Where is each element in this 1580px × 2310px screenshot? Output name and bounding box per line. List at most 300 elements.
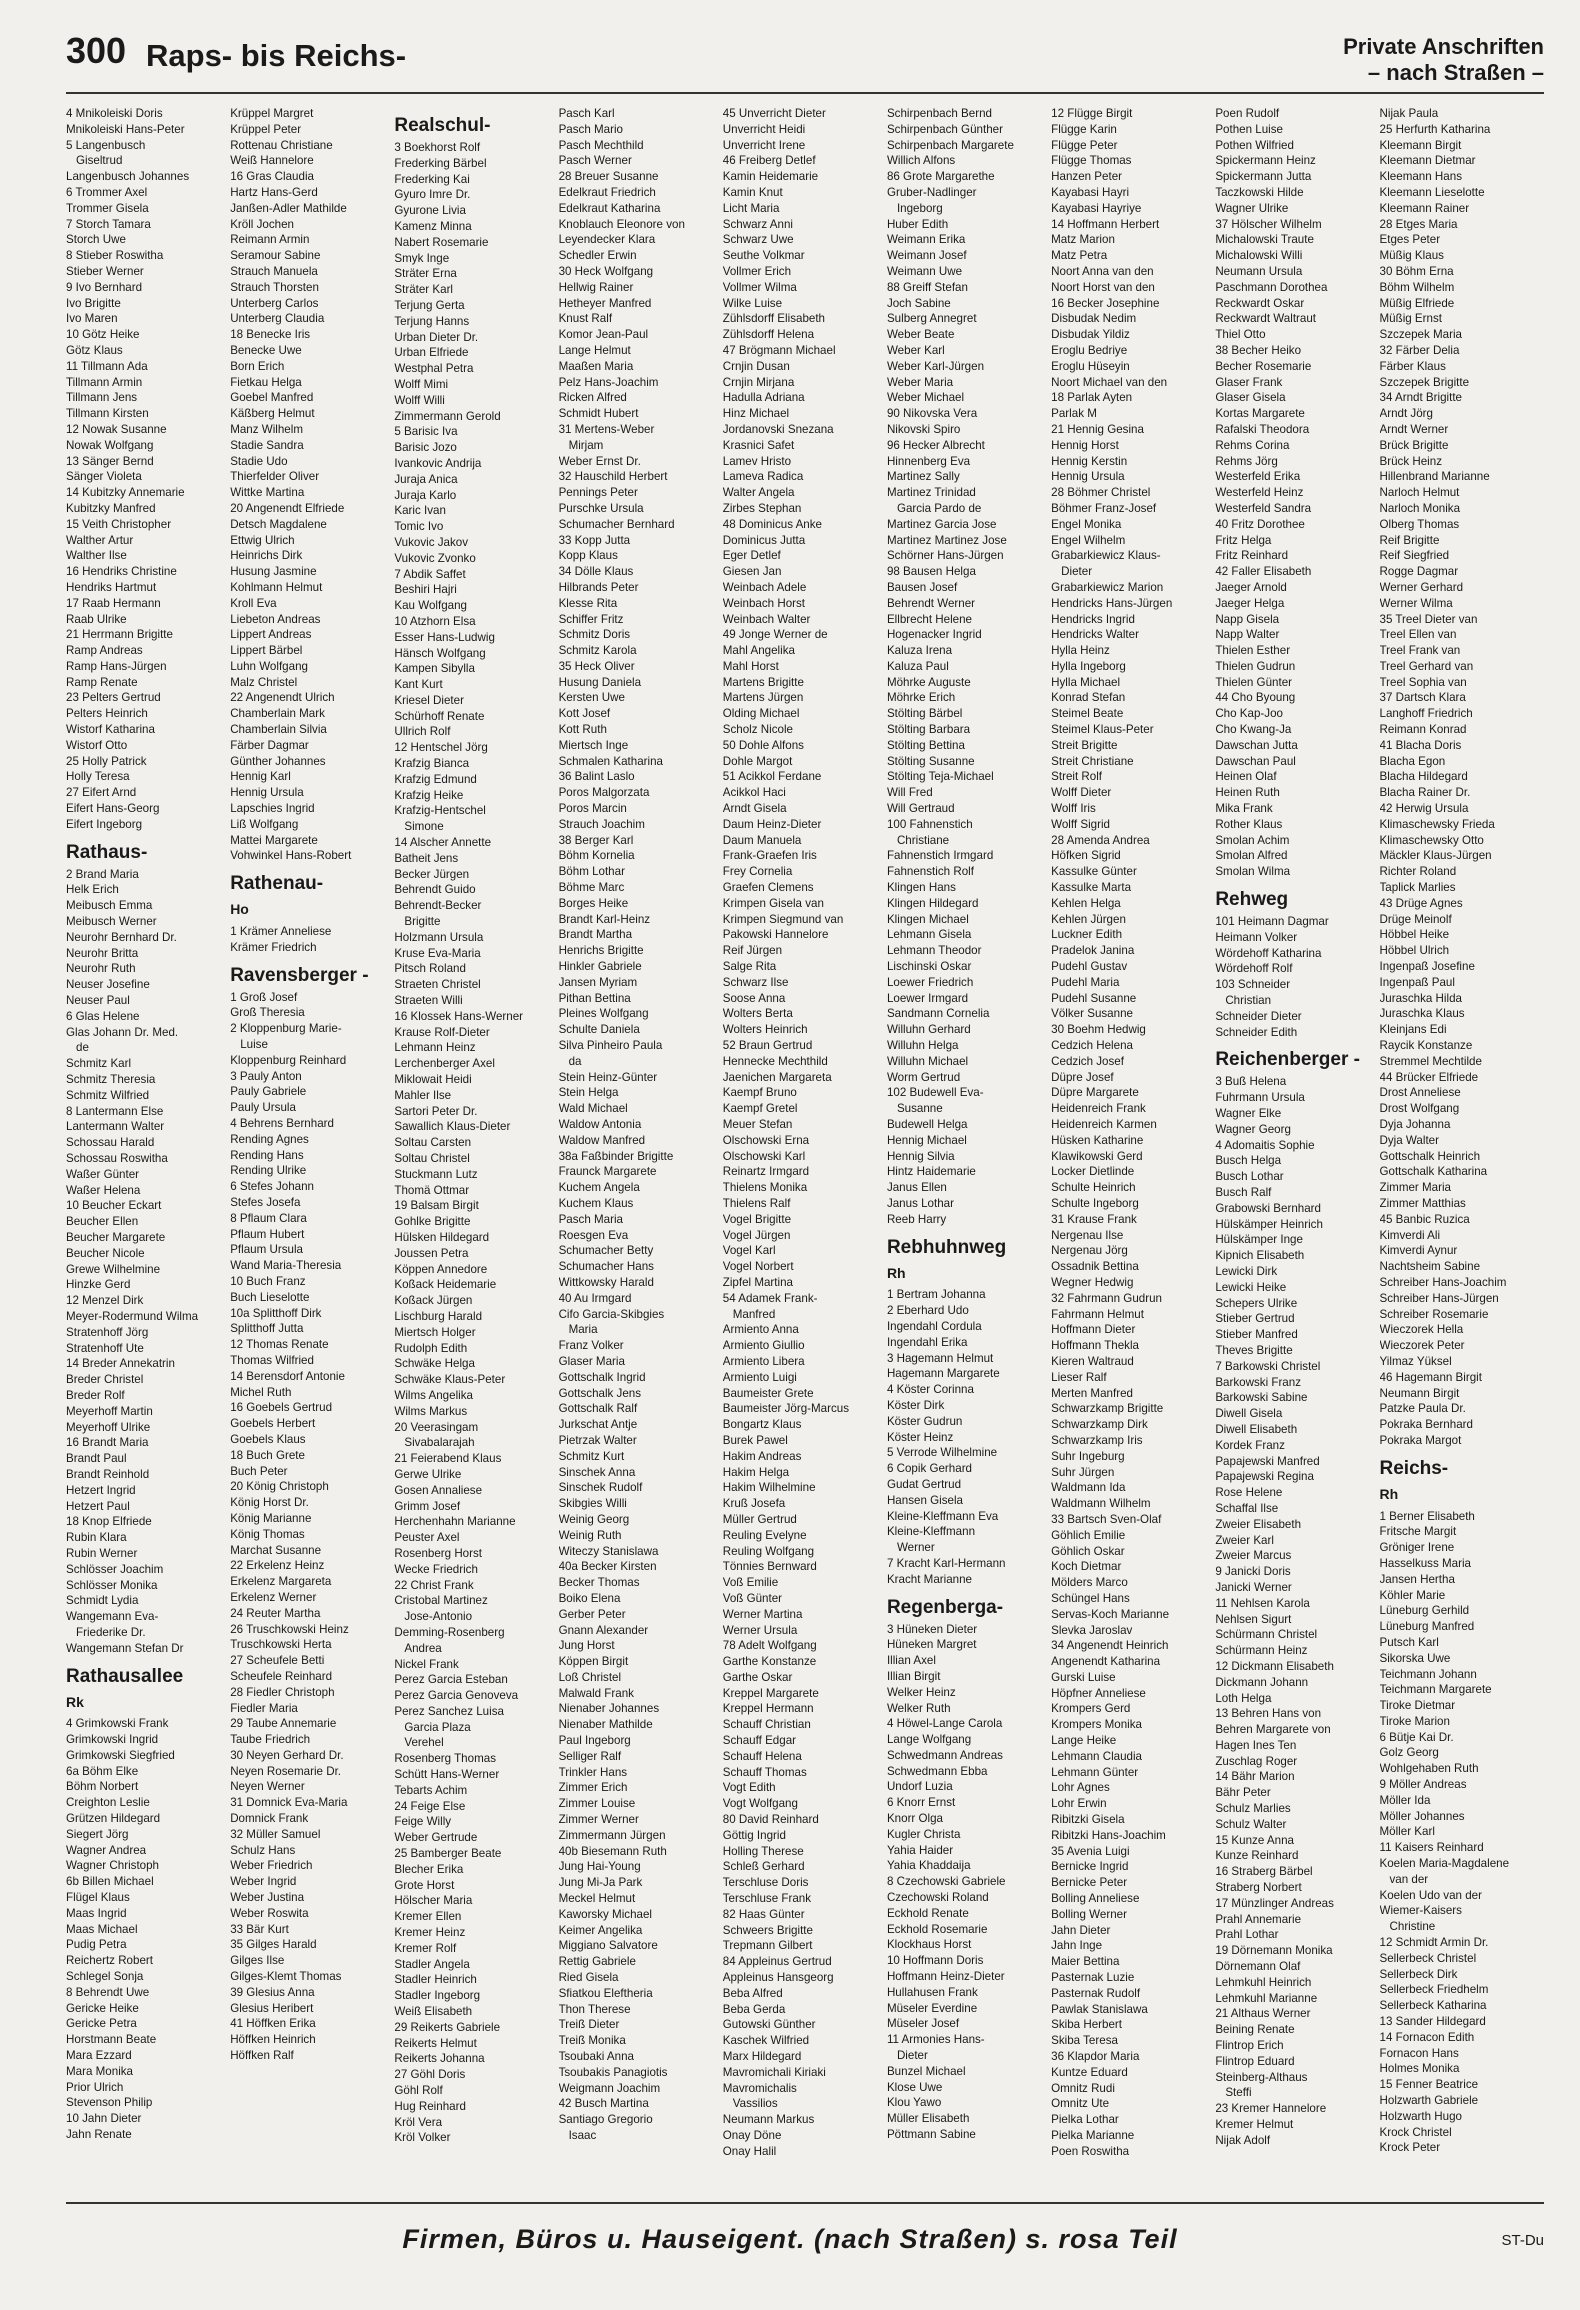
directory-entry: Soltau Carsten xyxy=(394,1136,472,1150)
directory-entry: Schumacher Betty xyxy=(558,1244,654,1258)
directory-entry: König Marianne xyxy=(230,1511,312,1525)
directory-entry: Krafzig Edmund xyxy=(394,772,477,786)
directory-entry: Hinnenberg Eva xyxy=(886,454,971,468)
directory-entry: 16 Becker Josephine xyxy=(1051,296,1160,310)
directory-entry: Hillenbrand Marianne xyxy=(1379,470,1490,484)
entry-continuation: Jose-Antonio xyxy=(404,1610,473,1624)
directory-entry: Kieren Waltraud xyxy=(1051,1354,1134,1368)
directory-entry: Krock Christel xyxy=(1379,2125,1452,2139)
directory-entry: Treiß Monika xyxy=(558,2034,626,2048)
directory-entry: Schwedmann Andreas xyxy=(886,1748,1003,1762)
directory-entry: Koch Dietmar xyxy=(1051,1560,1122,1574)
directory-entry: Boiko Elena xyxy=(558,1591,621,1605)
directory-entry: Schmitz Karola xyxy=(558,644,637,658)
directory-entry: Jurkschat Antje xyxy=(558,1418,638,1432)
directory-entry: Sinschek Anna xyxy=(558,1465,636,1479)
directory-entry: Acikkol Haci xyxy=(722,786,786,800)
directory-entry: Krafzig Bianca xyxy=(394,757,470,771)
directory-entry: Kaschek Wilfried xyxy=(722,2034,810,2048)
directory-entry: Reinartz Irmgard xyxy=(722,1165,810,1179)
directory-entry: Vohwinkel Hans-Robert xyxy=(230,849,352,863)
directory-entry: Steinberg-Althaus xyxy=(1215,2070,1308,2084)
directory-entry: Reckwardt Waltraut xyxy=(1215,312,1317,326)
directory-entry: Hadulla Adriana xyxy=(722,391,805,405)
directory-entry: Buch Lieselotte xyxy=(230,1290,310,1304)
directory-entry: Cifo Garcia-Skibgies xyxy=(558,1307,665,1321)
directory-entry: Rose Helene xyxy=(1215,1486,1283,1500)
directory-entry: 45 Unverricht Dieter xyxy=(722,107,826,120)
directory-entry: Vukovic Jakov xyxy=(394,535,469,549)
directory-entry: Meyer-Rodermund Wilma xyxy=(66,1309,199,1323)
directory-entry: Schmalen Katharina xyxy=(558,754,663,768)
directory-entry: Tomic Ivo xyxy=(394,520,444,534)
directory-entry: Köster Heinz xyxy=(886,1430,954,1444)
directory-entry: 31 Krause Frank xyxy=(1051,1212,1137,1226)
directory-entry: Grabarkiewicz Marion xyxy=(1051,580,1164,594)
directory-entry: Hagen Ines Ten xyxy=(1215,1738,1297,1752)
directory-entry: Stremmel Mechtilde xyxy=(1379,1054,1482,1068)
street-heading: Realschul- xyxy=(394,115,491,136)
directory-entry: Flügel Klaus xyxy=(66,1891,130,1905)
directory-entry: Poen Rudolf xyxy=(1215,107,1280,120)
directory-entry: Hänsch Wolfgang xyxy=(394,646,486,660)
directory-entry: Günther Johannes xyxy=(230,754,326,768)
directory-entry: Langenbusch Johannes xyxy=(66,170,190,184)
directory-entry: Krüppel Margret xyxy=(230,107,314,120)
directory-entry: Thielen Günter xyxy=(1215,675,1293,689)
directory-entry: 52 Braun Gertrud xyxy=(722,1039,813,1053)
directory-entry: Diwell Gisela xyxy=(1215,1407,1283,1421)
directory-entry: Westphal Petra xyxy=(394,362,474,376)
directory-entry: Schwarz Ilse xyxy=(722,975,789,989)
directory-entry: Yilmaz Yüksel xyxy=(1379,1354,1452,1368)
directory-entry: Ettwig Ulrich xyxy=(230,533,295,547)
directory-entry: Unverricht Irene xyxy=(722,138,806,152)
directory-entry: 8 Czechowski Gabriele xyxy=(886,1875,1006,1889)
directory-entry: Marchat Susanne xyxy=(230,1543,322,1557)
directory-entry: 25 Herfurth Katharina xyxy=(1379,122,1491,136)
directory-entry: Kremer Rolf xyxy=(394,1941,457,1955)
directory-entry: Kampen Sibylla xyxy=(394,662,475,676)
directory-entry: Waldow Antonia xyxy=(558,1118,642,1131)
directory-entry: Breder Christel xyxy=(66,1373,144,1387)
directory-entry: Terschluse Frank xyxy=(722,1892,812,1906)
directory-entry: Papajewski Regina xyxy=(1215,1470,1314,1484)
directory-entry: Krimpen Gisela van xyxy=(722,896,824,910)
directory-entry: Ingendahl Cordula xyxy=(886,1319,982,1333)
directory-entry: Straberg Norbert xyxy=(1215,1881,1302,1895)
directory-entry: Kreppel Hermann xyxy=(722,1702,814,1716)
directory-entry: Grabowski Bernhard xyxy=(1215,1201,1321,1215)
directory-column xyxy=(230,106,394,2196)
directory-entry: 43 Drüge Agnes xyxy=(1379,896,1463,910)
directory-entry: Wolters Heinrich xyxy=(722,1023,808,1037)
directory-entry: Pauly Gabriele xyxy=(230,1085,307,1099)
directory-entry: Pakowski Hannelore xyxy=(722,928,829,942)
directory-entry: Fahnenstich Irmgard xyxy=(886,849,994,863)
directory-column xyxy=(1380,106,1544,2196)
directory-entry: Färber Klaus xyxy=(1379,359,1446,373)
directory-entry: Janus Ellen xyxy=(886,1181,947,1195)
directory-entry: Jansen Myriam xyxy=(558,975,638,989)
directory-entry: 4 Köster Corinna xyxy=(886,1383,974,1397)
directory-entry: Storch Uwe xyxy=(66,233,126,247)
directory-entry: Schüngel Hans xyxy=(1051,1591,1130,1605)
directory-entry: Gosen Annaliese xyxy=(394,1483,483,1497)
directory-entry: Behrendt-Becker xyxy=(394,899,482,913)
directory-entry: Husung Daniela xyxy=(558,675,642,689)
directory-entry: Hennig Ursula xyxy=(1051,470,1125,484)
directory-entry: Pokraka Margot xyxy=(1379,1433,1462,1447)
directory-entry: Kassulke Günter xyxy=(1051,865,1137,879)
directory-entry: Wistorf Katharina xyxy=(66,723,155,737)
directory-entry: 6 Stefes Johann xyxy=(230,1180,314,1194)
directory-entry: Weber Roswita xyxy=(230,1906,309,1920)
directory-entry: Stein Helga xyxy=(558,1086,619,1100)
directory-entry: Rending Hans xyxy=(230,1148,304,1162)
directory-entry: Etges Peter xyxy=(1379,233,1441,247)
directory-entry: Onay Döne xyxy=(722,2129,782,2142)
directory-column xyxy=(394,106,558,2196)
directory-entry: 80 David Reinhard xyxy=(722,1813,819,1827)
directory-entry: Hullahusen Frank xyxy=(886,1985,978,1999)
directory-entry: Blacha Egon xyxy=(1379,754,1446,768)
directory-entry: 30 Boehm Hedwig xyxy=(1051,1023,1146,1037)
directory-entry: Pradelok Janina xyxy=(1051,944,1135,958)
directory-entry: 32 Hauschild Herbert xyxy=(558,470,668,484)
directory-entry: Busch Helga xyxy=(1215,1154,1282,1168)
directory-entry: Spickermann Jutta xyxy=(1215,170,1312,184)
street-heading: Regenberga- xyxy=(886,1596,1004,1618)
directory-entry: Hakim Helga xyxy=(722,1465,790,1479)
directory-entry: Klingen Hans xyxy=(886,881,956,895)
directory-entry: Knoblauch Eleonore von xyxy=(558,217,685,231)
directory-entry: 96 Hecker Albrecht xyxy=(886,438,985,452)
directory-entry: Gottschalk Katharina xyxy=(1379,1165,1488,1179)
entry-continuation: Mirjam xyxy=(568,438,604,452)
directory-entry: Tiroke Dietmar xyxy=(1379,1699,1456,1713)
directory-entry: 30 Heck Wolfgang xyxy=(558,264,654,278)
directory-entry: 22 Angenendt Ulrich xyxy=(230,691,335,705)
directory-entry: Nabert Rosemarie xyxy=(394,235,489,249)
directory-entry: Suhr Ingeburg xyxy=(1051,1449,1125,1463)
directory-entry: Ribitzki Hans-Joachim xyxy=(1051,1828,1166,1842)
directory-entry: 3 Buß Helena xyxy=(1215,1075,1287,1089)
directory-entry: Welker Ruth xyxy=(886,1701,951,1715)
directory-entry: Napp Walter xyxy=(1215,628,1280,642)
directory-entry: Feige Willy xyxy=(394,1815,452,1829)
directory-entry: Heinen Ruth xyxy=(1215,786,1280,800)
directory-entry: Prior Ulrich xyxy=(66,2080,124,2094)
directory-entry: Gerber Peter xyxy=(558,1607,626,1621)
directory-entry: Omnitz Rudi xyxy=(1051,2081,1115,2095)
directory-entry: Martinez Trinidad xyxy=(886,486,976,500)
directory-entry: Wittke Martina xyxy=(230,486,305,500)
directory-entry: Krafzig Heike xyxy=(394,788,464,802)
directory-entry: 100 Fahnenstich xyxy=(886,817,973,831)
directory-entry: Barkowski Sabine xyxy=(1215,1391,1308,1405)
directory-entry: Brück Heinz xyxy=(1379,454,1442,468)
directory-entry: 32 Fahrmann Gudrun xyxy=(1051,1291,1162,1305)
directory-entry: 28 Etges Maria xyxy=(1379,217,1458,231)
directory-entry: Worm Gertrud xyxy=(886,1070,961,1084)
directory-entry: Möller Ida xyxy=(1379,1793,1431,1807)
directory-entry: 102 Budewell Eva- xyxy=(886,1086,984,1100)
directory-entry: Kriesel Dieter xyxy=(394,693,464,707)
directory-entry: Hetheyer Manfred xyxy=(558,296,652,310)
directory-entry: Färber Dagmar xyxy=(230,738,309,752)
directory-entry: 13 Behren Hans von xyxy=(1215,1707,1322,1721)
section-title-line2: – nach Straßen – xyxy=(1367,60,1544,85)
directory-entry: Dohle Margot xyxy=(722,754,793,768)
directory-entry: Henrichs Brigitte xyxy=(558,944,644,958)
directory-entry: Sfiatkou Eleftheria xyxy=(558,1986,653,2000)
directory-entry: Lehmann Claudia xyxy=(1051,1749,1143,1763)
directory-entry: Schlösser Monika xyxy=(66,1578,158,1592)
directory-entry: Kleemann Birgit xyxy=(1379,138,1462,152)
directory-entry: Neyen Rosemarie Dr. xyxy=(230,1764,342,1778)
directory-entry: Rettig Gabriele xyxy=(558,1955,636,1969)
directory-entry: Rosenberg Thomas xyxy=(394,1752,496,1766)
directory-entry: Trepmann Gilbert xyxy=(722,1939,813,1953)
directory-entry: Wieczorek Hella xyxy=(1379,1323,1464,1337)
directory-entry: Weimann Josef xyxy=(886,249,967,263)
directory-entry: Schauff Edgar xyxy=(722,1734,797,1748)
directory-entry: Kott Josef xyxy=(558,707,611,721)
entry-continuation: Vassilios xyxy=(732,2097,778,2111)
directory-entry: Weber Beate xyxy=(886,328,955,342)
directory-entry: 35 Gilges Harald xyxy=(230,1938,317,1952)
directory-entry: Flügge Thomas xyxy=(1051,154,1132,168)
directory-entry: Kayabasi Hayri xyxy=(1051,185,1130,199)
directory-entry: Perez Garcia Esteban xyxy=(394,1673,508,1687)
directory-entry: Walther Ilse xyxy=(66,549,127,563)
directory-column xyxy=(887,106,1051,2196)
directory-entry: Vukovic Zvonko xyxy=(394,551,476,565)
directory-entry: Purschke Ursula xyxy=(558,501,644,515)
directory-entry: 7 Barkowski Christel xyxy=(1215,1359,1321,1373)
directory-entry: Beba Alfred xyxy=(722,1986,783,2000)
directory-entry: 34 Arndt Brigitte xyxy=(1379,391,1462,405)
directory-entry: Hug Reinhard xyxy=(394,2099,466,2113)
directory-entry: Grimkowski Siegfried xyxy=(66,1748,175,1762)
directory-entry: Reimann Armin xyxy=(230,233,310,247)
directory-entry: Janus Lothar xyxy=(886,1196,954,1210)
directory-entry: 50 Dohle Alfons xyxy=(722,738,804,752)
directory-entry: Dawschan Jutta xyxy=(1215,738,1298,752)
directory-entry: Pithan Bettina xyxy=(558,991,631,1005)
directory-entry: Krimpen Siegmund van xyxy=(722,912,844,926)
directory-entry: 41 Blacha Doris xyxy=(1379,738,1462,752)
directory-entry: Weimann Erika xyxy=(886,233,966,247)
directory-entry: Höffken Ralf xyxy=(230,2049,294,2063)
directory-entry: Pudehl Gustav xyxy=(1051,960,1128,974)
directory-entry: Garthe Oskar xyxy=(722,1670,793,1684)
directory-entry: Miertsch Inge xyxy=(558,738,629,752)
directory-entry: Reckwardt Oskar xyxy=(1215,296,1305,310)
directory-entry: Miertsch Holger xyxy=(394,1325,476,1339)
directory-entry: Vogel Karl xyxy=(722,1244,776,1258)
directory-entry: Jahn Renate xyxy=(66,2128,132,2142)
directory-entry: Straeten Christel xyxy=(394,978,481,992)
directory-entry: Herchenhahn Marianne xyxy=(394,1515,516,1529)
directory-entry: Rehms Jörg xyxy=(1215,454,1278,468)
directory-entry: Kremer Ellen xyxy=(394,1910,462,1924)
directory-entry: Stein Heinz-Günter xyxy=(558,1070,658,1084)
directory-entry: Schwarz Uwe xyxy=(722,233,794,247)
directory-entry: 41 Höffken Erika xyxy=(230,2017,316,2031)
section-title xyxy=(1343,34,1544,86)
directory-entry: Wolff Dieter xyxy=(1051,786,1112,800)
directory-entry: Beucher Nicole xyxy=(66,1246,145,1260)
directory-entry: Liß Wolfgang xyxy=(230,817,299,831)
directory-entry: Stölting Teja-Michael xyxy=(886,770,994,784)
directory-entry: Szczepek Maria xyxy=(1379,328,1462,342)
directory-entry: Ivankovic Andrija xyxy=(394,456,482,470)
directory-entry: 98 Bausen Helga xyxy=(886,565,976,579)
directory-entry: Kamin Knut xyxy=(722,185,783,199)
directory-entry: Waßer Helena xyxy=(66,1183,141,1197)
directory-entry: Karic Ivan xyxy=(394,504,446,518)
directory-entry: 18 Parlak Ayten xyxy=(1051,391,1133,405)
directory-entry: Ingenpaß Josefine xyxy=(1379,960,1475,974)
directory-entry: Schulz Walter xyxy=(1215,1817,1287,1831)
directory-entry: Koelen Maria-Magdalene xyxy=(1379,1857,1510,1871)
directory-entry: Scheufele Reinhard xyxy=(230,1669,333,1683)
directory-entry: Werner Wilma xyxy=(1379,596,1453,610)
directory-entry: Ellbrecht Helene xyxy=(886,612,973,626)
directory-entry: 2 Eberhard Udo xyxy=(886,1304,969,1318)
directory-entry: Borges Heike xyxy=(558,896,629,910)
directory-entry: 8 Pflaum Clara xyxy=(230,1211,307,1225)
directory-entry: 16 Gras Claudia xyxy=(230,170,314,184)
directory-entry: 9 Janicki Doris xyxy=(1215,1565,1291,1579)
directory-entry: Matz Petra xyxy=(1051,249,1108,263)
directory-entry: 2 Kloppenburg Marie- xyxy=(230,1022,342,1036)
directory-entry: Ramp Hans-Jürgen xyxy=(66,659,167,673)
directory-entry: Böhm Lothar xyxy=(558,865,625,879)
directory-entry: Olschowski Erna xyxy=(722,1133,810,1147)
directory-entry: Vogt Wolfgang xyxy=(722,1797,798,1811)
directory-entry: Krompers Gerd xyxy=(1051,1702,1131,1716)
directory-entry: Schwarzkamp Brigitte xyxy=(1051,1402,1164,1416)
directory-entry: Eifert Ingeborg xyxy=(66,817,143,831)
directory-entry: 40 Au Irmgard xyxy=(558,1291,632,1305)
directory-entry: Werner Martina xyxy=(722,1607,803,1621)
directory-entry: Tebarts Achim xyxy=(394,1783,468,1797)
directory-entry: Jahn Dieter xyxy=(1051,1923,1111,1937)
entry-continuation: Isaac xyxy=(568,2129,597,2142)
directory-entry: Raycik Konstanze xyxy=(1379,1039,1473,1053)
directory-entry: Nijak Paula xyxy=(1379,107,1439,120)
directory-column xyxy=(559,106,723,2196)
directory-entry: Brandt Paul xyxy=(66,1452,127,1466)
page-header xyxy=(0,0,1580,90)
directory-entry: Rehms Corina xyxy=(1215,438,1290,452)
directory-entry: Weinbach Horst xyxy=(722,596,806,610)
directory-entry: 10 Beucher Eckart xyxy=(66,1199,162,1213)
directory-entry: Treel Frank van xyxy=(1379,644,1461,658)
directory-entry: Urban Dieter Dr. xyxy=(394,330,479,344)
directory-entry: Joussen Petra xyxy=(394,1246,469,1260)
directory-entry: Meuer Stefan xyxy=(722,1118,793,1131)
directory-entry: Pflaum Ursula xyxy=(230,1243,303,1257)
directory-entry: Neumann Birgit xyxy=(1379,1386,1460,1400)
directory-entry: Cedzich Josef xyxy=(1051,1054,1124,1068)
directory-entry: 13 Sänger Bernd xyxy=(66,454,154,468)
district-code: Rh xyxy=(1379,1485,1399,1502)
footer-code: ST-Du xyxy=(1501,2232,1544,2249)
directory-entry: Hüsken Katharine xyxy=(1051,1133,1144,1147)
directory-entry: Kopp Klaus xyxy=(558,549,618,563)
directory-entry: Joch Sabine xyxy=(886,296,951,310)
directory-entry: Thielens Monika xyxy=(722,1181,808,1195)
directory-entry: Peuster Axel xyxy=(394,1531,460,1545)
directory-entry: Olding Michael xyxy=(722,707,800,721)
directory-entry: Götz Klaus xyxy=(66,343,123,357)
directory-entry: Pokraka Bernhard xyxy=(1379,1418,1473,1432)
directory-entry: Barisic Jozo xyxy=(394,441,457,455)
directory-column xyxy=(66,106,230,2196)
directory-entry: Flügge Karin xyxy=(1051,122,1117,136)
directory-entry: Zimmermann Jürgen xyxy=(558,1828,666,1842)
directory-entry: Terjung Gerta xyxy=(394,298,465,312)
directory-entry: 16 Hendriks Christine xyxy=(66,565,177,579)
directory-entry: Schulz Hans xyxy=(230,1843,296,1857)
directory-entry: Kott Ruth xyxy=(558,723,607,737)
directory-entry: Glesius Heribert xyxy=(230,2001,314,2015)
directory-entry: Schedler Erwin xyxy=(558,249,637,263)
directory-entry: Lerchenberger Axel xyxy=(394,1057,495,1071)
section-title-line1: Private Anschriften xyxy=(1343,34,1544,59)
directory-entry: Bernicke Ingrid xyxy=(1051,1860,1129,1874)
directory-entry: Kehlen Helga xyxy=(1051,896,1121,910)
directory-entry: Poen Roswitha xyxy=(1051,2144,1130,2158)
directory-entry: Reuling Wolfgang xyxy=(722,1544,815,1558)
directory-entry: Kayabasi Hayriye xyxy=(1051,201,1142,215)
directory-entry: 44 Brücker Elfriede xyxy=(1379,1070,1479,1084)
directory-entry: Locker Dietlinde xyxy=(1051,1165,1135,1179)
directory-entry: Hölscher Maria xyxy=(394,1894,473,1908)
directory-entry: Wördehoff Rolf xyxy=(1215,962,1293,976)
directory-entry: 14 Berensdorf Antonie xyxy=(230,1369,345,1383)
directory-entry: Fuhrmann Ursula xyxy=(1215,1091,1305,1105)
directory-entry: 36 Balint Laslo xyxy=(558,770,635,784)
entry-continuation: Christiane xyxy=(896,833,950,847)
directory-entry: Tsoubakis Panagiotis xyxy=(558,2065,668,2079)
directory-entry: Dickmann Johann xyxy=(1215,1675,1309,1689)
directory-entry: König Horst Dr. xyxy=(230,1496,309,1510)
directory-entry: Klou Yawo xyxy=(886,2096,942,2110)
directory-entry: Fahrmann Helmut xyxy=(1051,1307,1144,1321)
directory-entry: Krause Rolf-Dieter xyxy=(394,1025,490,1039)
directory-entry: Kaluza Paul xyxy=(886,659,949,673)
directory-entry: Lange Wolfgang xyxy=(886,1733,972,1747)
directory-entry: Disbudak Yildiz xyxy=(1051,328,1130,342)
directory-entry: 6 Trommer Axel xyxy=(66,185,148,199)
directory-entry: Bolling Werner xyxy=(1051,1907,1127,1921)
street-heading: Reichenberger - xyxy=(1215,1049,1360,1071)
directory-entry: 6 Glas Helene xyxy=(66,1009,140,1023)
directory-entry: Olberg Thomas xyxy=(1379,517,1460,531)
directory-entry: Schmidt Lydia xyxy=(66,1594,139,1608)
directory-entry: Meckel Helmut xyxy=(558,1892,636,1906)
directory-entry: Yahia Haider xyxy=(886,1843,954,1857)
directory-entry: 4 Behrens Bernhard xyxy=(230,1117,334,1131)
directory-entry: 12 Hentschel Jörg xyxy=(394,741,488,755)
directory-entry: Kreppel Margarete xyxy=(722,1686,819,1700)
directory-entry: Lehmkuhl Heinrich xyxy=(1215,1975,1312,1989)
